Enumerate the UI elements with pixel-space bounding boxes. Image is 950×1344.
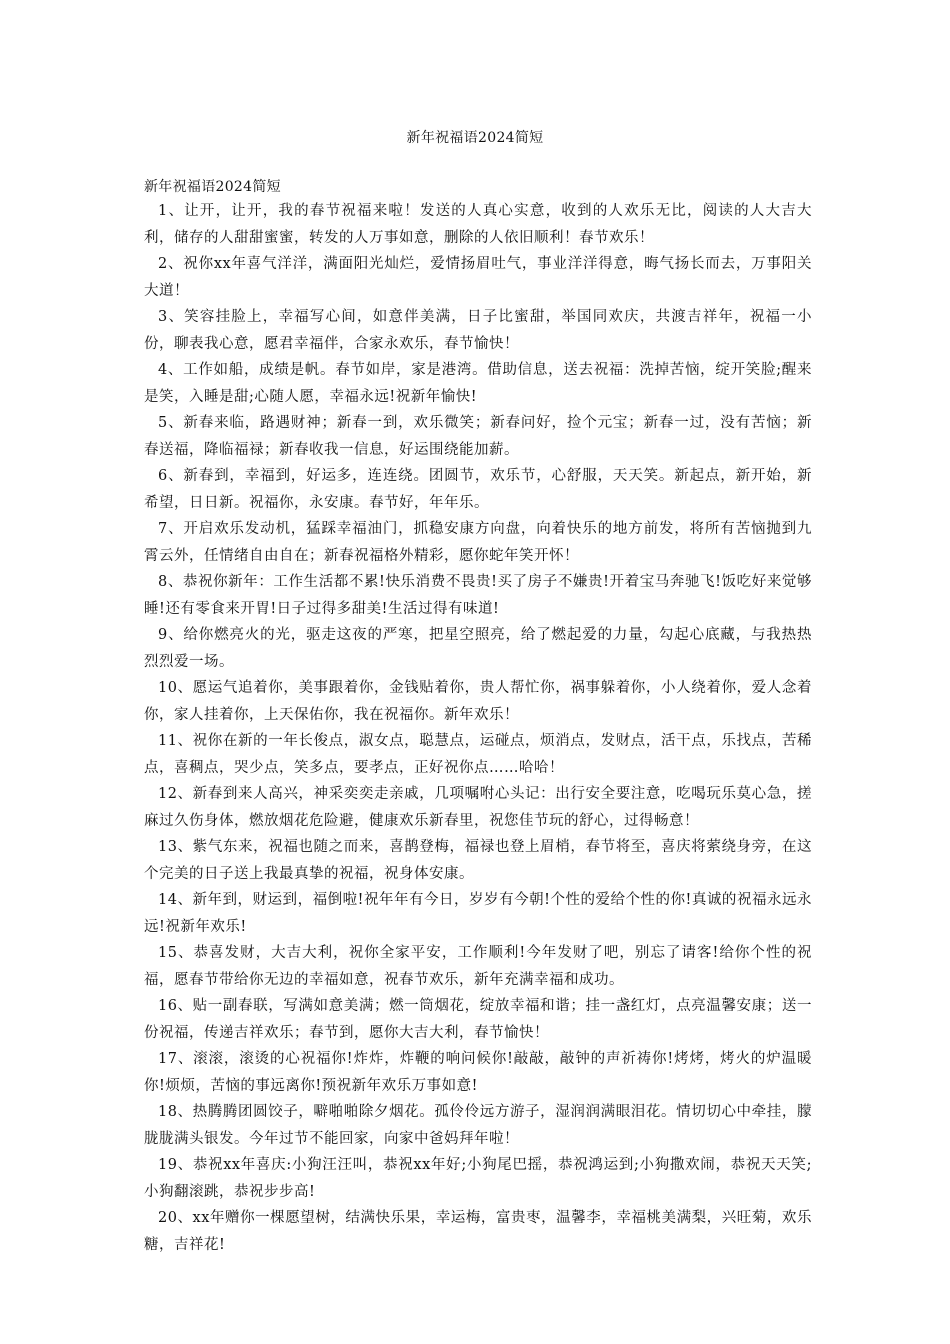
paragraph-1: 1、让开，让开，我的春节祝福来啦！发送的人真心实意，收到的人欢乐无比，阅读的人大吉大利，储存的人甜甜蜜蜜，转发的人万事如意，删除的人依旧顺利！春节欢乐！ <box>144 203 812 246</box>
paragraph-17: 17、滚滚，滚烫的心祝福你!炸炸，炸鞭的响问候你!敲敲，敲钟的声祈祷你!烤烤，烤火的炉温暖你!烦烦，苦恼的事远离你!预祝新年欢乐万事如意! <box>144 1051 812 1094</box>
paragraph-6: 6、新春到，幸福到，好运多，连连绕。团圆节，欢乐节，心舒服，天天笑。新起点，新开始，新希望，日日新。祝福你，永安康。春节好，年年乐。 <box>144 468 812 511</box>
paragraph-10: 10、愿运气追着你，美事跟着你，金钱贴着你，贵人帮忙你，祸事躲着你，小人绕着你，爱人念着你，家人挂着你，上天保佑你，我在祝福你。新年欢乐！ <box>144 680 812 723</box>
paragraph-3: 3、笑容挂脸上，幸福写心间，如意伴美满，日子比蜜甜，举国同欢庆，共渡吉祥年，祝福一小份，聊表我心意，愿君幸福伴，合家永欢乐，春节愉快！ <box>144 309 812 352</box>
paragraph-9: 9、给你燃亮火的光，驱走这夜的严寒，把星空照亮，给了燃起爱的力量，勾起心底藏，与我热热烈烈爱一场。 <box>144 627 812 670</box>
paragraph-8: 8、恭祝你新年：工作生活都不累!快乐消费不畏贵!买了房子不嫌贵!开着宝马奔驰飞!饭吃好来觉够睡!还有零食来开胃!日子过得多甜美!生活过得有味道! <box>144 574 812 617</box>
paragraph-14: 14、新年到，财运到，福倒啦!祝年年有今日，岁岁有今朝!个性的爱给个性的你!真诚的祝福永远永远!祝新年欢乐! <box>144 892 812 935</box>
paragraph-18: 18、热腾腾团圆饺子，噼啪啪除夕烟花。孤伶伶远方游子，湿润润满眼泪花。情切切心中牵挂，朦胧胧满头银发。今年过节不能回家，向家中爸妈拜年啦！ <box>144 1104 812 1147</box>
document-subtitle: 新年祝福语2024简短 <box>144 179 281 195</box>
paragraph-13: 13、紫气东来，祝福也随之而来，喜鹊登梅，福禄也登上眉梢，春节将至，喜庆将萦绕身旁，在这个完美的日子送上我最真挚的祝福，祝身体安康。 <box>144 839 812 882</box>
document-body <box>144 176 812 1258</box>
paragraph-4: 4、工作如船，成绩是帆。春节如岸，家是港湾。借助信息，送去祝福：洗掉苦恼，绽开笑脸;醒来是笑，入睡是甜;心随人愿，幸福永远!祝新年愉快! <box>144 362 812 405</box>
paragraph-5: 5、新春来临，路遇财神；新春一到，欢乐微笑；新春问好，捡个元宝；新春一过，没有苦恼；新春送福，降临福禄；新春收我一信息，好运围绕能加薪。 <box>144 415 812 458</box>
paragraph-7: 7、开启欢乐发动机，猛踩幸福油门，抓稳安康方向盘，向着快乐的地方前发，将所有苦恼抛到九霄云外，任情绪自由自在；新春祝福格外精彩，愿你蛇年笑开怀！ <box>144 521 812 564</box>
paragraph-11: 11、祝你在新的一年长俊点，淑女点，聪慧点，运碰点，烦消点，发财点，活干点，乐找点，苦稀点，喜稠点，哭少点，笑多点，要孝点，正好祝你点……哈哈！ <box>144 733 812 776</box>
paragraph-16: 16、贴一副春联，写满如意美满；燃一筒烟花，绽放幸福和谐；挂一盏红灯，点亮温馨安康；送一份祝福，传递吉祥欢乐；春节到，愿你大吉大利，春节愉快！ <box>144 998 812 1041</box>
paragraph-2: 2、祝你xx年喜气洋洋，满面阳光灿烂，爱情扬眉吐气，事业洋洋得意，晦气扬长而去，万事阳关大道！ <box>144 256 812 299</box>
paragraph-19: 19、恭祝xx年喜庆:小狗汪汪叫，恭祝xx年好;小狗尾巴摇，恭祝鸿运到;小狗撒欢闹，恭祝天天笑;小狗翻滚跳，恭祝步步高! <box>144 1157 812 1200</box>
paragraph-20: 20、xx年赠你一棵愿望树，结满快乐果，幸运梅，富贵枣，温馨李，幸福桃美满梨，兴旺菊，欢乐糖，吉祥花! <box>144 1210 812 1253</box>
document-title: 新年祝福语2024简短 <box>406 130 544 146</box>
paragraph-15: 15、恭喜发财，大吉大利，祝你全家平安，工作顺利!今年发财了吧，别忘了请客!给你个性的祝福，愿春节带给你无边的幸福如意，祝春节欢乐，新年充满幸福和成功。 <box>144 945 812 988</box>
paragraph-12: 12、新春到来人高兴，神采奕奕走亲戚，几项嘱咐心头记：出行安全要注意，吃喝玩乐莫心急，搓麻过久伤身体，燃放烟花危险避，健康欢乐新春里，祝您佳节玩的舒心，过得畅意！ <box>144 786 812 829</box>
